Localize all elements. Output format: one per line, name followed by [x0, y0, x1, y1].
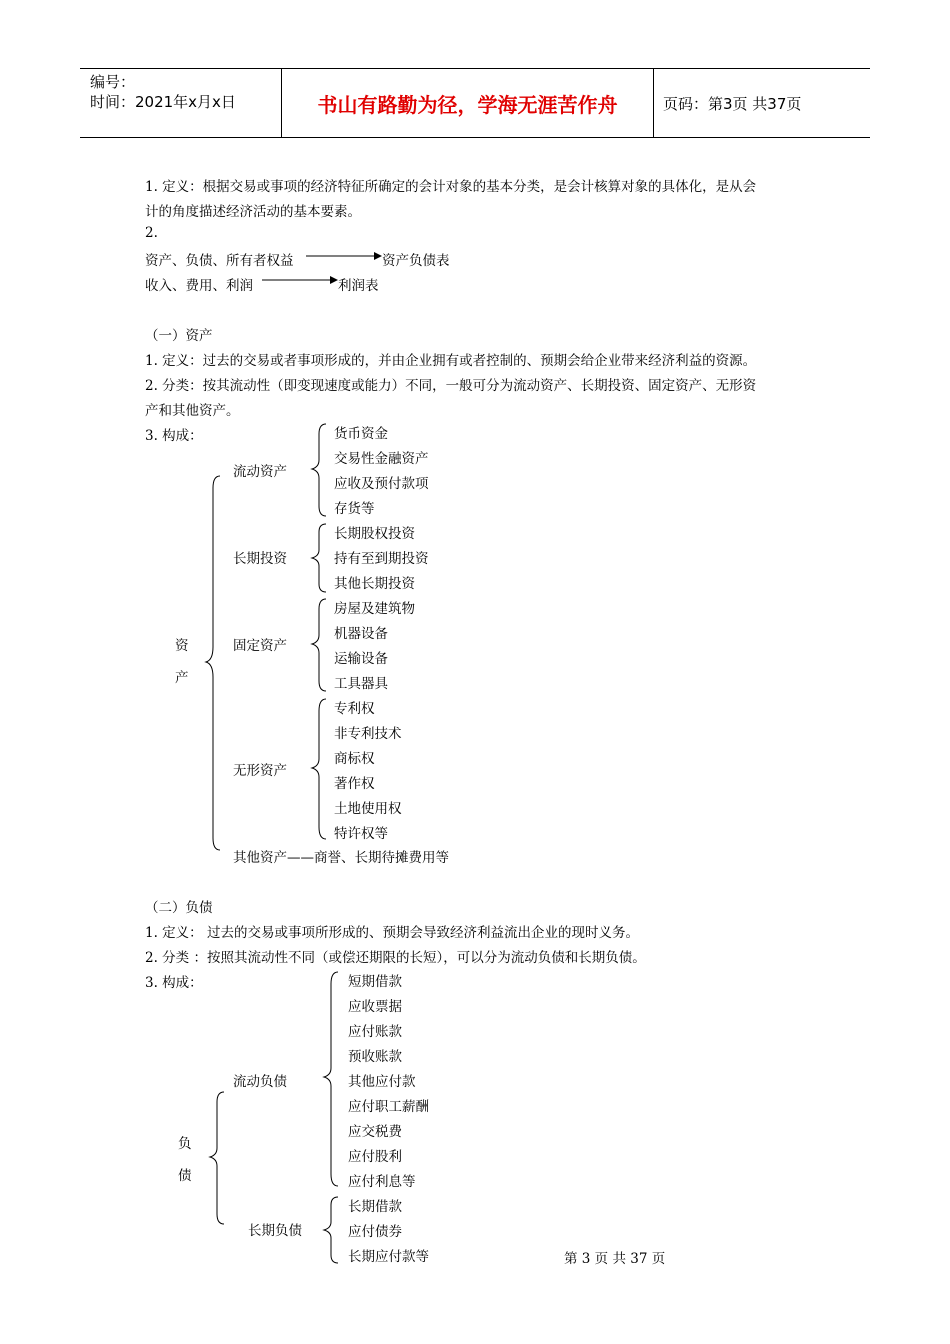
flow1-arrow-icon — [306, 249, 382, 263]
flow2-arrow-icon — [262, 273, 338, 287]
liabilities-group-label: 长期负债 — [248, 1223, 302, 1239]
liabilities-definition: 1. 定义： 过去的交易或事项所形成的、预期会导致经济利益流出企业的现时义务。 — [145, 925, 639, 941]
assets-group-item: 货币资金 — [334, 426, 388, 442]
assets-group-item: 应收及预付款项 — [334, 476, 429, 492]
assets-group-item: 运输设备 — [334, 651, 388, 667]
assets-group-item: 房屋及建筑物 — [334, 601, 415, 617]
assets-group-item: 特许权等 — [334, 826, 388, 842]
definition-line-2: 计的角度描述经济活动的基本要素。 — [145, 204, 361, 220]
definition-line-1: 1. 定义：根据交易或事项的经济特征所确定的会计对象的基本分类，是会计核算对象的具体化，是从会 — [145, 179, 757, 195]
liabilities-group-label: 流动负债 — [233, 1074, 287, 1090]
liabilities-class: 2. 分类 ：按照其流动性不同（或偿还期限的长短），可以分为流动负债和长期负债。 — [145, 950, 646, 966]
liabilities-group-item: 应收票据 — [348, 999, 402, 1015]
assets-root-char-1: 资 — [175, 638, 189, 654]
assets-class-line-1: 2. 分类：按其流动性（即变现速度或能力）不同，一般可分为流动资产、长期投资、固定资产、无形资 — [145, 378, 757, 394]
assets-definition: 1. 定义：过去的交易或者事项形成的，并由企业拥有或者控制的、预期会给企业带来经济利益的资源。 — [145, 353, 757, 369]
assets-group-item: 交易性金融资产 — [334, 451, 429, 467]
liabilities-composition-label: 3. 构成： — [145, 975, 203, 991]
liabilities-group-item: 应付债券 — [348, 1224, 402, 1240]
assets-group-item: 土地使用权 — [334, 801, 402, 817]
assets-class-line-2: 产和其他资产。 — [145, 403, 240, 419]
flow2-target: 利润表 — [338, 278, 379, 294]
assets-group-brace-icon — [306, 695, 330, 843]
assets-other-group: 其他资产——商誉、长期待摊费用等 — [233, 850, 449, 866]
flow1-source: 资产、负债、所有者权益 — [145, 253, 294, 269]
header-motto: 书山有路勤为径，学海无涯苦作舟 — [282, 69, 654, 137]
assets-group-item: 持有至到期投资 — [334, 551, 429, 567]
assets-heading: （一）资产 — [145, 328, 213, 344]
item-2-number: 2. — [145, 225, 158, 241]
assets-group-brace-icon — [306, 595, 330, 695]
flow1-target: 资产负债表 — [382, 253, 450, 269]
liabilities-group-item: 其他应付款 — [348, 1074, 416, 1090]
liabilities-group-item: 短期借款 — [348, 974, 402, 990]
liabilities-group-brace-icon — [318, 1193, 342, 1267]
assets-group-item: 著作权 — [334, 776, 375, 792]
assets-group-label: 无形资产 — [233, 763, 287, 779]
liabilities-main-brace-icon — [204, 1088, 228, 1228]
header-page-info: 页码：第3页 共37页 — [663, 94, 802, 113]
liabilities-heading: （二）负债 — [145, 900, 213, 916]
assets-group-item: 商标权 — [334, 751, 375, 767]
assets-composition-label: 3. 构成： — [145, 428, 203, 444]
page-header — [80, 68, 870, 138]
assets-group-item: 机器设备 — [334, 626, 388, 642]
liabilities-group-item: 长期借款 — [348, 1199, 402, 1215]
assets-group-item: 其他长期投资 — [334, 576, 415, 592]
assets-group-item: 非专利技术 — [334, 726, 402, 742]
page-footer: 第 3 页 共 37 页 — [564, 1251, 666, 1267]
document-number-label: 编号： — [90, 73, 136, 91]
assets-group-item: 专利权 — [334, 701, 375, 717]
assets-group-brace-icon — [306, 420, 330, 520]
liabilities-group-item: 应付账款 — [348, 1024, 402, 1040]
liabilities-group-brace-icon — [318, 968, 342, 1190]
liabilities-group-item: 预收账款 — [348, 1049, 402, 1065]
assets-group-label: 流动资产 — [233, 464, 287, 480]
flow2-source: 收入、费用、利润 — [145, 278, 253, 294]
assets-group-item: 工具器具 — [334, 676, 388, 692]
document-time-label: 时间：2021年x月x日 — [90, 93, 236, 111]
liabilities-group-item: 应交税费 — [348, 1124, 402, 1140]
assets-group-label: 长期投资 — [233, 551, 287, 567]
assets-group-label: 固定资产 — [233, 638, 287, 654]
assets-group-brace-icon — [306, 520, 330, 596]
liabilities-group-item: 应付股利 — [348, 1149, 402, 1165]
header-meta-cell — [80, 69, 282, 137]
liabilities-group-item: 应付利息等 — [348, 1174, 416, 1190]
liabilities-root-char-2: 债 — [178, 1168, 192, 1184]
assets-group-item: 长期股权投资 — [334, 526, 415, 542]
assets-root-char-2: 产 — [175, 670, 189, 686]
liabilities-group-item: 应付职工薪酬 — [348, 1099, 429, 1115]
liabilities-root-char-1: 负 — [178, 1136, 192, 1152]
liabilities-group-item: 长期应付款等 — [348, 1249, 429, 1265]
assets-group-item: 存货等 — [334, 501, 375, 517]
assets-main-brace-icon — [200, 472, 224, 854]
